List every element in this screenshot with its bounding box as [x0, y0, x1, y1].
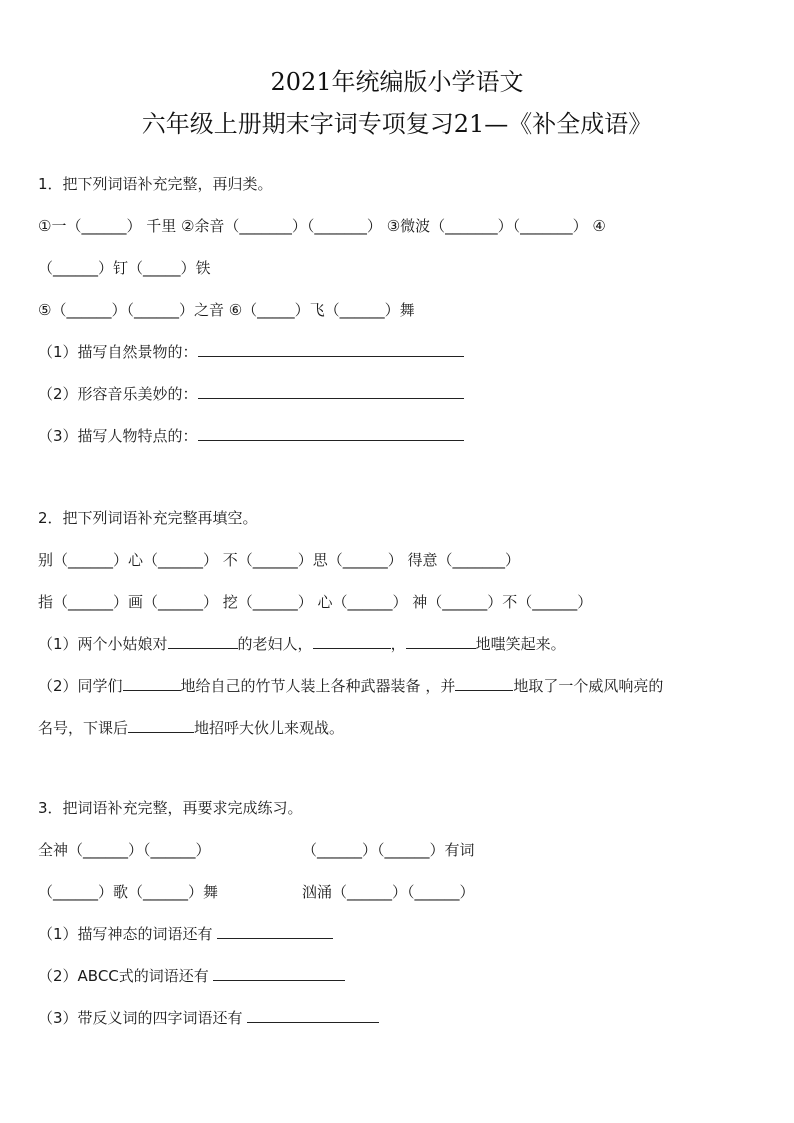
q1-sub1-label: （1）描写自然景物的：: [38, 343, 198, 361]
q3-row2-right: 汹涌（______）（______）: [302, 883, 475, 901]
q1-sub1: [38, 342, 464, 362]
q2-s1-part-d: 地嗤笑起来。: [475, 635, 566, 653]
doc-title-line2: 六年级上册期末字词专项复习21—《补全成语》: [141, 110, 653, 138]
answer-blank[interactable]: [123, 676, 181, 691]
q1-heading: 1．把下列词语补充完整，再归类。: [38, 175, 273, 193]
q3-row1-left: 全神（______）（______）: [38, 841, 211, 859]
answer-blank[interactable]: [213, 966, 345, 981]
q1-sub2-label: （2）形容音乐美妙的：: [38, 385, 198, 403]
q1-sub2: [38, 384, 464, 404]
q2-sentence2-cont: [38, 718, 344, 738]
q2-s2-part-e: 地招呼大伙儿来观战。: [194, 719, 345, 737]
answer-blank[interactable]: [198, 342, 464, 357]
answer-blank[interactable]: [217, 924, 333, 939]
q2-s2-part-b: 地给自己的竹节人装上各种武器装备 ，并: [180, 677, 456, 695]
q3-row1-right: （______）（______）有词: [302, 841, 475, 859]
q1-sub3: [38, 426, 464, 446]
doc-title-line1: 2021年统编版小学语文: [270, 68, 524, 96]
answer-blank[interactable]: [168, 634, 238, 649]
q3-sub3-label: （3）带反义词的四字词语还有: [38, 1009, 243, 1027]
q2-sentence2: [38, 676, 663, 696]
q2-row1: 别（______）心（______） 不（______）思（______） 得意（_______）: [38, 551, 521, 569]
q3-heading: 3．把词语补充完整，再要求完成练习。: [38, 799, 303, 817]
answer-blank[interactable]: [198, 384, 464, 399]
q3-sub2-label: （2）ABCC式的词语还有: [38, 967, 209, 985]
q2-s1-part-a: （1）两个小姑娘对: [38, 635, 168, 653]
q2-s2-part-a: （2）同学们: [38, 677, 123, 695]
q2-heading: 2．把下列词语补充完整再填空。: [38, 509, 258, 527]
q2-s1-part-c: ，: [390, 635, 406, 653]
answer-blank[interactable]: [406, 634, 476, 649]
q2-row2: 指（______）画（______） 挖（______） 心（______） 神（______）不（______）: [38, 593, 593, 611]
answer-blank[interactable]: [128, 718, 194, 733]
q2-s1-part-b: 的老妇人，: [237, 635, 313, 653]
q2-s2-part-d: 名号，下课后: [38, 719, 129, 737]
answer-blank[interactable]: [198, 426, 464, 441]
q2-s2-part-c: 地取了一个威风响亮的: [513, 677, 664, 695]
q1-row3: ⑤（______）（______）之音 ⑥（_____）飞（______）舞: [38, 301, 415, 319]
answer-blank[interactable]: [455, 676, 513, 691]
q3-sub3: [38, 1008, 379, 1028]
q2-sentence1: [38, 634, 566, 654]
q1-row2: （______）钉（_____）铁: [38, 259, 211, 277]
q1-sub3-label: （3）描写人物特点的：: [38, 427, 198, 445]
answer-blank[interactable]: [247, 1008, 379, 1023]
q3-row2-left: （______）歌（______）舞: [38, 883, 219, 901]
answer-blank[interactable]: [313, 634, 391, 649]
q3-sub1: [38, 924, 333, 944]
q3-sub1-label: （1）描写神态的词语还有: [38, 925, 213, 943]
q1-row1: ①一（______） 千里 ②余音（_______）（_______） ③微波（_______）（_______） ④: [38, 217, 606, 235]
q3-sub2: [38, 966, 345, 986]
